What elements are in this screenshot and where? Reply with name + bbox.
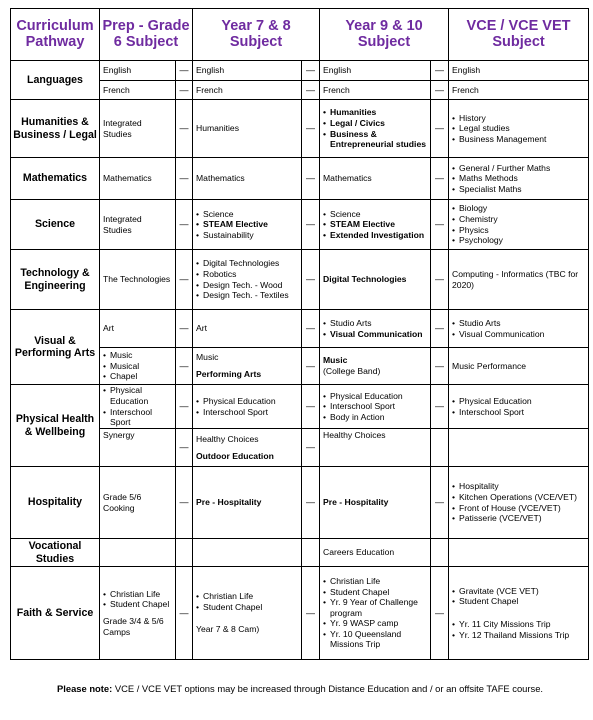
cell xyxy=(100,385,176,429)
cell: Mathematics xyxy=(320,158,431,200)
area-faith: Faith & Service xyxy=(11,567,100,660)
area-science: Science xyxy=(11,200,100,250)
dash xyxy=(302,539,320,567)
dash: — xyxy=(302,81,320,100)
dash: — xyxy=(302,100,320,158)
list-item: • Physical Education xyxy=(103,385,172,406)
row-mathematics xyxy=(11,158,589,200)
list-item: • Patisserie (VCE/VET) xyxy=(452,513,585,524)
cell: Computing - Informatics (TBC for 2020) xyxy=(449,250,589,310)
cell xyxy=(100,539,176,567)
cell: French xyxy=(449,81,589,100)
cell-line: Music xyxy=(323,355,348,366)
cell: Integrated Studies xyxy=(100,200,176,250)
list-item: • Chapel xyxy=(103,371,172,382)
list-item: • STEAM Elective xyxy=(196,219,298,230)
list-item: • Physical Education xyxy=(196,396,298,407)
dash: — xyxy=(176,158,193,200)
row-languages-english xyxy=(11,61,589,81)
cell xyxy=(193,539,302,567)
cell xyxy=(449,385,589,429)
cell: English xyxy=(193,61,302,81)
area-vocational: Vocational Studies xyxy=(11,539,100,567)
dash: — xyxy=(176,100,193,158)
dash: — xyxy=(302,348,320,385)
dash: — xyxy=(431,467,449,539)
list-item: • Business Management xyxy=(452,134,585,145)
area-humanities: Humanities & Business / Legal xyxy=(11,100,100,158)
list-item: • Legal / Civics xyxy=(323,118,427,129)
dash: — xyxy=(176,467,193,539)
dash: — xyxy=(176,310,193,348)
cell: Digital Technologies xyxy=(320,250,431,310)
list-item: • Interschool Sport xyxy=(196,407,298,418)
cell: Art xyxy=(193,310,302,348)
dash xyxy=(431,539,449,567)
dash: — xyxy=(431,348,449,385)
header-year7-8: Year 7 & 8 Subject xyxy=(193,9,320,61)
dash: — xyxy=(302,429,320,467)
row-technology xyxy=(11,250,589,310)
dash xyxy=(431,429,449,467)
dash: — xyxy=(302,250,320,310)
list-item: • Yr. 10 Queensland Missions Trip xyxy=(323,629,427,650)
area-technology: Technology & Engineering xyxy=(11,250,100,310)
cell xyxy=(193,250,302,310)
list-item: • Specialist Maths xyxy=(452,184,585,195)
dash: — xyxy=(431,100,449,158)
list-item: • Student Chapel xyxy=(452,596,585,607)
list-item: • Physical Education xyxy=(323,391,427,402)
dash: — xyxy=(431,81,449,100)
header-curriculum-pathway: Curriculum Pathway xyxy=(11,9,100,61)
footnote-text: VCE / VCE VET options may be increased through Distance Education and / or an offsite TAFE course. xyxy=(112,683,544,694)
list-item: • Studio Arts xyxy=(452,318,585,329)
dash: — xyxy=(431,310,449,348)
cell xyxy=(449,100,589,158)
cell: Humanities xyxy=(193,100,302,158)
dash: — xyxy=(431,567,449,660)
area-arts: Visual & Performing Arts xyxy=(11,310,100,385)
cell-line: Grade 3/4 & 5/6 Camps xyxy=(103,616,164,637)
cell-line: Outdoor Education xyxy=(196,450,274,461)
list-item: • Student Chapel xyxy=(103,599,172,610)
list-item: • Physics xyxy=(452,225,585,236)
cell: English xyxy=(100,61,176,81)
cell xyxy=(320,100,431,158)
area-physical: Physical Health & Wellbeing xyxy=(11,385,100,467)
list-item: • Design Tech. - Wood xyxy=(196,280,298,291)
cell-line: (College Band) xyxy=(323,366,381,376)
list-item: • Interschool Sport xyxy=(103,407,172,428)
dash: — xyxy=(431,200,449,250)
dash: — xyxy=(176,61,193,81)
dash: — xyxy=(302,310,320,348)
cell xyxy=(320,348,431,385)
dash: — xyxy=(302,61,320,81)
dash: — xyxy=(176,348,193,385)
list-item: • Gravitate (VCE VET) xyxy=(452,586,585,597)
cell xyxy=(193,567,302,660)
footnote xyxy=(57,682,557,696)
header-vce: VCE / VCE VET Subject xyxy=(449,9,589,61)
cell: Pre - Hospitality xyxy=(320,467,431,539)
list-item: • Yr. 11 City Missions Trip xyxy=(452,619,585,630)
cell: French xyxy=(100,81,176,100)
list-item: • Digital Technologies xyxy=(196,258,298,269)
list-item: • Interschool Sport xyxy=(452,407,585,418)
dash: — xyxy=(176,250,193,310)
cell xyxy=(449,539,589,567)
list-item: • Interschool Sport xyxy=(323,401,427,412)
list-item: • Christian Life xyxy=(196,591,298,602)
curriculum-table xyxy=(10,8,589,660)
header-year9-10: Year 9 & 10 Subject xyxy=(320,9,449,61)
list-item: • Business & Entrepreneurial studies xyxy=(323,129,427,150)
area-languages: Languages xyxy=(11,61,100,100)
list-item: • Physical Education xyxy=(452,396,585,407)
list-item: • Psychology xyxy=(452,235,585,246)
cell-line: Music xyxy=(196,352,219,363)
row-arts-visual xyxy=(11,310,589,348)
list-item: • Science xyxy=(196,209,298,220)
list-item: • Sustainability xyxy=(196,230,298,241)
cell xyxy=(449,567,589,660)
list-item: • Front of House (VCE/VET) xyxy=(452,503,585,514)
cell xyxy=(449,429,589,467)
list-item: • Body in Action xyxy=(323,412,427,423)
dash: — xyxy=(176,385,193,429)
cell: French xyxy=(320,81,431,100)
cell xyxy=(100,567,176,660)
cell: Mathematics xyxy=(193,158,302,200)
header-row xyxy=(11,9,589,61)
list-item: • Student Chapel xyxy=(323,587,427,598)
cell xyxy=(193,200,302,250)
list-item: • STEAM Elective xyxy=(323,219,427,230)
dash: — xyxy=(302,567,320,660)
cell: Grade 5/6 Cooking xyxy=(100,467,176,539)
cell xyxy=(193,429,302,467)
header-prep-grade6: Prep - Grade 6 Subject xyxy=(100,9,193,61)
cell: Integrated Studies xyxy=(100,100,176,158)
cell xyxy=(100,348,176,385)
list-item: • Design Tech. - Textiles xyxy=(196,290,298,301)
cell xyxy=(320,567,431,660)
dash: — xyxy=(176,567,193,660)
list-item: • Extended Investigation xyxy=(323,230,427,241)
cell: The Technologies xyxy=(100,250,176,310)
footnote-label: Please note: xyxy=(57,683,113,694)
dash: — xyxy=(176,81,193,100)
cell: Synergy xyxy=(100,429,176,467)
list-item: • Student Chapel xyxy=(196,602,298,613)
dash: — xyxy=(431,250,449,310)
cell-line: Year 7 & 8 Cam) xyxy=(196,624,260,635)
cell-line: Healthy Choices xyxy=(196,433,259,444)
dash: — xyxy=(302,158,320,200)
cell: Music Performance xyxy=(449,348,589,385)
cell xyxy=(449,158,589,200)
dash xyxy=(176,539,193,567)
dash: — xyxy=(176,200,193,250)
row-vocational xyxy=(11,539,589,567)
cell xyxy=(193,385,302,429)
cell xyxy=(320,385,431,429)
dash: — xyxy=(302,200,320,250)
cell: French xyxy=(193,81,302,100)
cell: English xyxy=(320,61,431,81)
list-item: • Humanities xyxy=(323,107,427,118)
list-item: • Legal studies xyxy=(452,123,585,134)
list-item: • Visual Communication xyxy=(323,329,427,340)
cell: Pre - Hospitality xyxy=(193,467,302,539)
cell xyxy=(193,348,302,385)
cell: Healthy Choices xyxy=(320,429,431,467)
list-item: • Biology xyxy=(452,203,585,214)
list-item: • Visual Communication xyxy=(452,329,585,340)
dash: — xyxy=(302,385,320,429)
list-item: • Yr. 12 Thailand Missions Trip xyxy=(452,630,585,641)
cell: Mathematics xyxy=(100,158,176,200)
row-humanities xyxy=(11,100,589,158)
list-item: • Music xyxy=(103,350,172,361)
list-item: • Hospitality xyxy=(452,481,585,492)
cell xyxy=(449,467,589,539)
row-hospitality xyxy=(11,467,589,539)
list-item: • General / Further Maths xyxy=(452,163,585,174)
cell: Art xyxy=(100,310,176,348)
list-item: • Yr. 9 Year of Challenge program xyxy=(323,597,427,618)
cell-line: Performing Arts xyxy=(196,369,262,379)
list-item: • Kitchen Operations (VCE/VET) xyxy=(452,492,585,503)
cell xyxy=(320,200,431,250)
cell: English xyxy=(449,61,589,81)
list-item: • Robotics xyxy=(196,269,298,280)
cell xyxy=(449,200,589,250)
list-item: • Chemistry xyxy=(452,214,585,225)
cell xyxy=(320,310,431,348)
list-item: • Yr. 9 WASP camp xyxy=(323,618,427,629)
list-item: • History xyxy=(452,113,585,124)
cell xyxy=(449,310,589,348)
cell: Careers Education xyxy=(320,539,431,567)
row-physical-education xyxy=(11,385,589,429)
area-mathematics: Mathematics xyxy=(11,158,100,200)
dash: — xyxy=(431,61,449,81)
row-faith xyxy=(11,567,589,660)
list-item: • Musical xyxy=(103,361,172,372)
dash: — xyxy=(431,385,449,429)
dash: — xyxy=(431,158,449,200)
list-item: • Science xyxy=(323,209,427,220)
dash: — xyxy=(176,429,193,467)
list-item: • Christian Life xyxy=(323,576,427,587)
list-item: • Studio Arts xyxy=(323,318,427,329)
list-item: • Maths Methods xyxy=(452,173,585,184)
row-science xyxy=(11,200,589,250)
dash: — xyxy=(302,467,320,539)
area-hospitality: Hospitality xyxy=(11,467,100,539)
list-item: • Christian Life xyxy=(103,589,172,600)
